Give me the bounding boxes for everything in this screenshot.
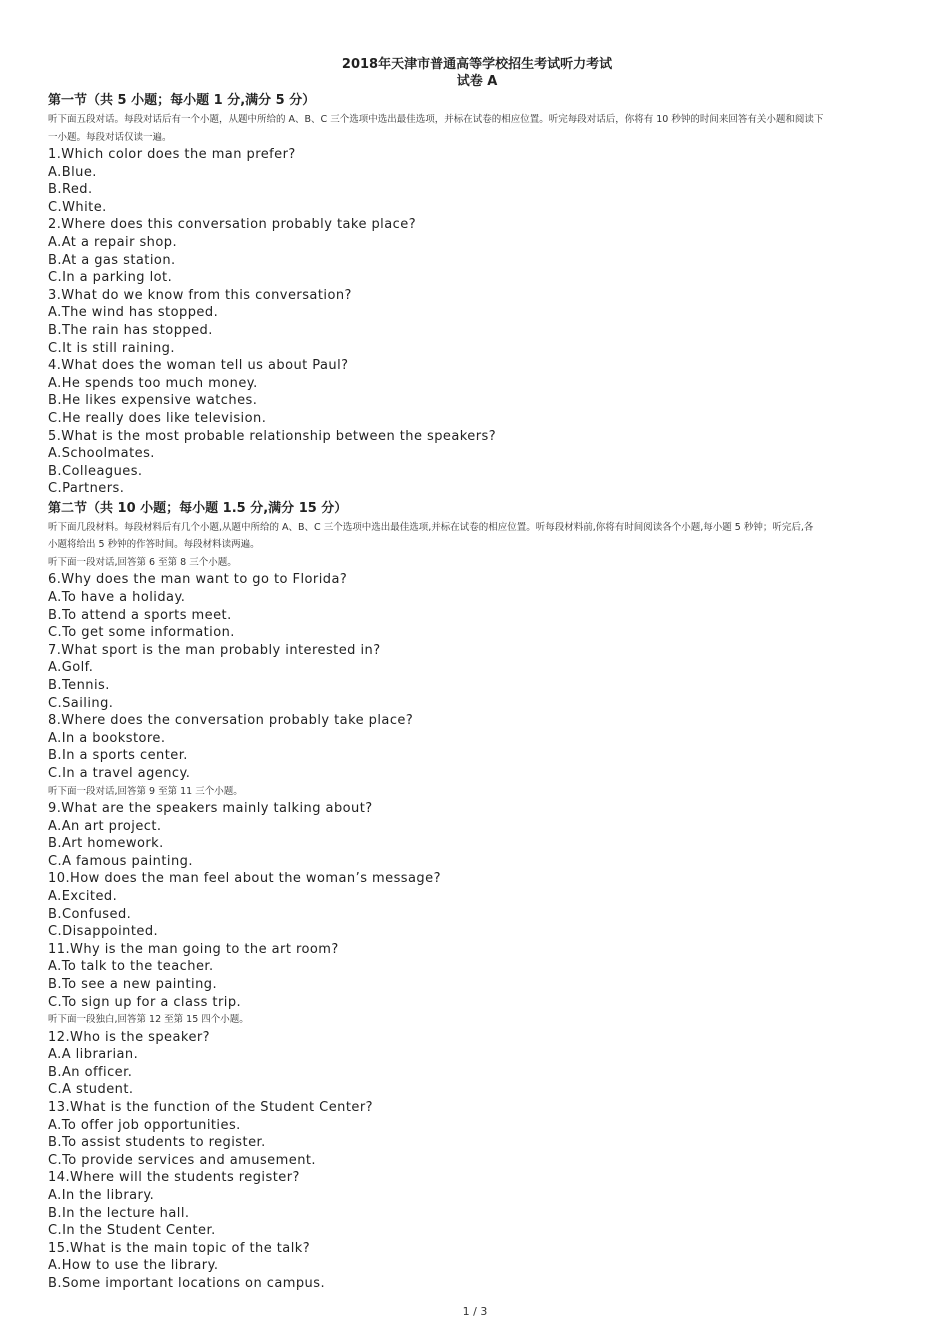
option-b: B.In the lecture hall. <box>48 1205 190 1221</box>
option-c: C.In the Student Center. <box>48 1223 216 1239</box>
document-page <box>48 56 906 1293</box>
question-text: 11.Why is the man going to the art room? <box>48 941 339 957</box>
question-7 <box>48 642 906 712</box>
section2-instruction-line2: 小题将给出 5 秒钟的作答时间。每段材料读两遍。 <box>48 539 260 551</box>
option-b: B.To see a new painting. <box>48 976 218 992</box>
question-text: 5.What is the most probable relationship between the speakers? <box>48 428 497 444</box>
question-10 <box>48 870 906 940</box>
option-c: C.To sign up for a class trip. <box>48 994 242 1010</box>
option-c: C.To provide services and amusement. <box>48 1152 317 1168</box>
question-text: 8.Where does the conversation probably take place? <box>48 713 414 729</box>
option-b: B.He likes expensive watches. <box>48 393 258 409</box>
page-number: 1 / 3 <box>462 1305 488 1318</box>
question-text: 4.What does the woman tell us about Paul? <box>48 358 349 374</box>
option-a: A.An art project. <box>48 818 162 834</box>
section1-instruction-line1: 听下面五段对话。每段对话后有一个小题，从题中所给的 A、B、C 三个选项中选出最佳选项，并标在试卷的相应位置。听完每段对话后，你将有 10 秒钟的时间来回答有关小题和阅读下 <box>48 114 824 125</box>
option-a: A.At a repair shop. <box>48 234 178 250</box>
question-8 <box>48 712 906 782</box>
question-text: 2.Where does this conversation probably take place? <box>48 217 417 233</box>
option-b: B.Some important locations on campus. <box>48 1275 326 1291</box>
option-b: B.To attend a sports meet. <box>48 607 232 623</box>
question-12 <box>48 1029 906 1099</box>
question-text: 9.What are the speakers mainly talking about? <box>48 801 373 816</box>
question-2 <box>48 216 906 286</box>
option-b: B.The rain has stopped. <box>48 322 213 338</box>
question-text: 7.What sport is the man probably interested in? <box>48 642 381 658</box>
document-title: 2018年天津市普通高等学校招生考试听力考试 <box>341 57 613 72</box>
option-c: C.He really does like television. <box>48 410 267 426</box>
section2-note-9-11: 听下面一段对话,回答第 9 至第 11 三个小题。 <box>48 785 243 797</box>
option-a: A.How to use the library. <box>48 1258 219 1274</box>
option-a: A.In the library. <box>48 1187 155 1203</box>
option-a: A.Golf. <box>48 660 94 676</box>
question-9 <box>48 800 906 870</box>
option-c: C.It is still raining. <box>48 340 175 356</box>
question-5 <box>48 428 906 498</box>
question-text: 12.Who is the speaker? <box>48 1029 211 1045</box>
section1-heading: 第一节（共 5 小题；每小题 1 分,满分 5 分） <box>48 93 316 108</box>
option-c: C.In a travel agency. <box>48 765 191 781</box>
option-a: A.In a bookstore. <box>48 730 166 746</box>
question-text: 13.What is the function of the Student Center? <box>48 1100 373 1115</box>
question-4 <box>48 357 906 427</box>
section2-note-12-15: 听下面一段独白,回答第 12 至第 15 四个小题。 <box>48 1014 249 1026</box>
option-b: B.Colleagues. <box>48 463 143 479</box>
option-c: C.To get some information. <box>48 625 235 641</box>
option-a: A.Excited. <box>48 888 118 904</box>
option-a: A.A librarian. <box>48 1047 139 1063</box>
option-b: B.An officer. <box>48 1064 133 1080</box>
option-c: C.Sailing. <box>48 695 114 711</box>
option-a: A.To talk to the teacher. <box>48 959 214 975</box>
question-text: 6.Why does the man want to go to Florida? <box>48 572 348 588</box>
option-c: C.Disappointed. <box>48 924 159 940</box>
option-b: B.Art homework. <box>48 836 164 852</box>
document-subtitle: 试卷 A <box>456 74 498 89</box>
question-text: 14.Where will the students register? <box>48 1170 300 1186</box>
option-c: C.In a parking lot. <box>48 270 173 286</box>
option-c: C.A famous painting. <box>48 853 193 869</box>
option-a: A.Schoolmates. <box>48 446 155 462</box>
option-b: B.Red. <box>48 182 93 198</box>
question-text: 3.What do we know from this conversation? <box>48 287 352 303</box>
option-b: B.To assist students to register. <box>48 1135 266 1151</box>
question-3 <box>48 287 906 357</box>
section1-instruction-line2: 一小题。每段对话仅读一遍。 <box>48 131 172 143</box>
question-11 <box>48 941 906 1011</box>
option-b: B.Confused. <box>48 906 132 922</box>
option-a: A.The wind has stopped. <box>48 305 219 321</box>
question-text: 1.Which color does the man prefer? <box>48 147 296 162</box>
question-14 <box>48 1169 906 1239</box>
section2-heading: 第二节（共 10 小题；每小题 1.5 分,满分 15 分） <box>48 500 348 516</box>
option-a: A.To have a holiday. <box>48 589 186 605</box>
section2-note-6-8: 听下面一段对话,回答第 6 至第 8 三个小题。 <box>48 556 237 568</box>
question-15 <box>48 1240 906 1293</box>
option-b: B.In a sports center. <box>48 748 188 764</box>
option-b: B.Tennis. <box>48 677 110 693</box>
question-text: 10.How does the man feel about the woman’s message? <box>48 871 441 887</box>
option-b: B.At a gas station. <box>48 252 176 268</box>
question-1 <box>48 146 906 216</box>
section2-instruction-line1: 听下面几段材料。每段材料后有几个小题,从题中所给的 A、B、C 三个选项中选出最佳选项,并标在试卷的相应位置。听每段材料前,你将有时间阅读各个小题,每小题 5 秒钟；听完后,各 <box>48 521 814 533</box>
option-c: C.Partners. <box>48 481 125 497</box>
option-a: A.Blue. <box>48 164 97 180</box>
question-6 <box>48 571 906 641</box>
option-c: C.White. <box>48 199 107 215</box>
question-text: 15.What is the main topic of the talk? <box>48 1240 311 1256</box>
question-13 <box>48 1099 906 1169</box>
option-c: C.A student. <box>48 1082 134 1098</box>
option-a: A.He spends too much money. <box>48 375 258 391</box>
option-a: A.To offer job opportunities. <box>48 1117 241 1133</box>
